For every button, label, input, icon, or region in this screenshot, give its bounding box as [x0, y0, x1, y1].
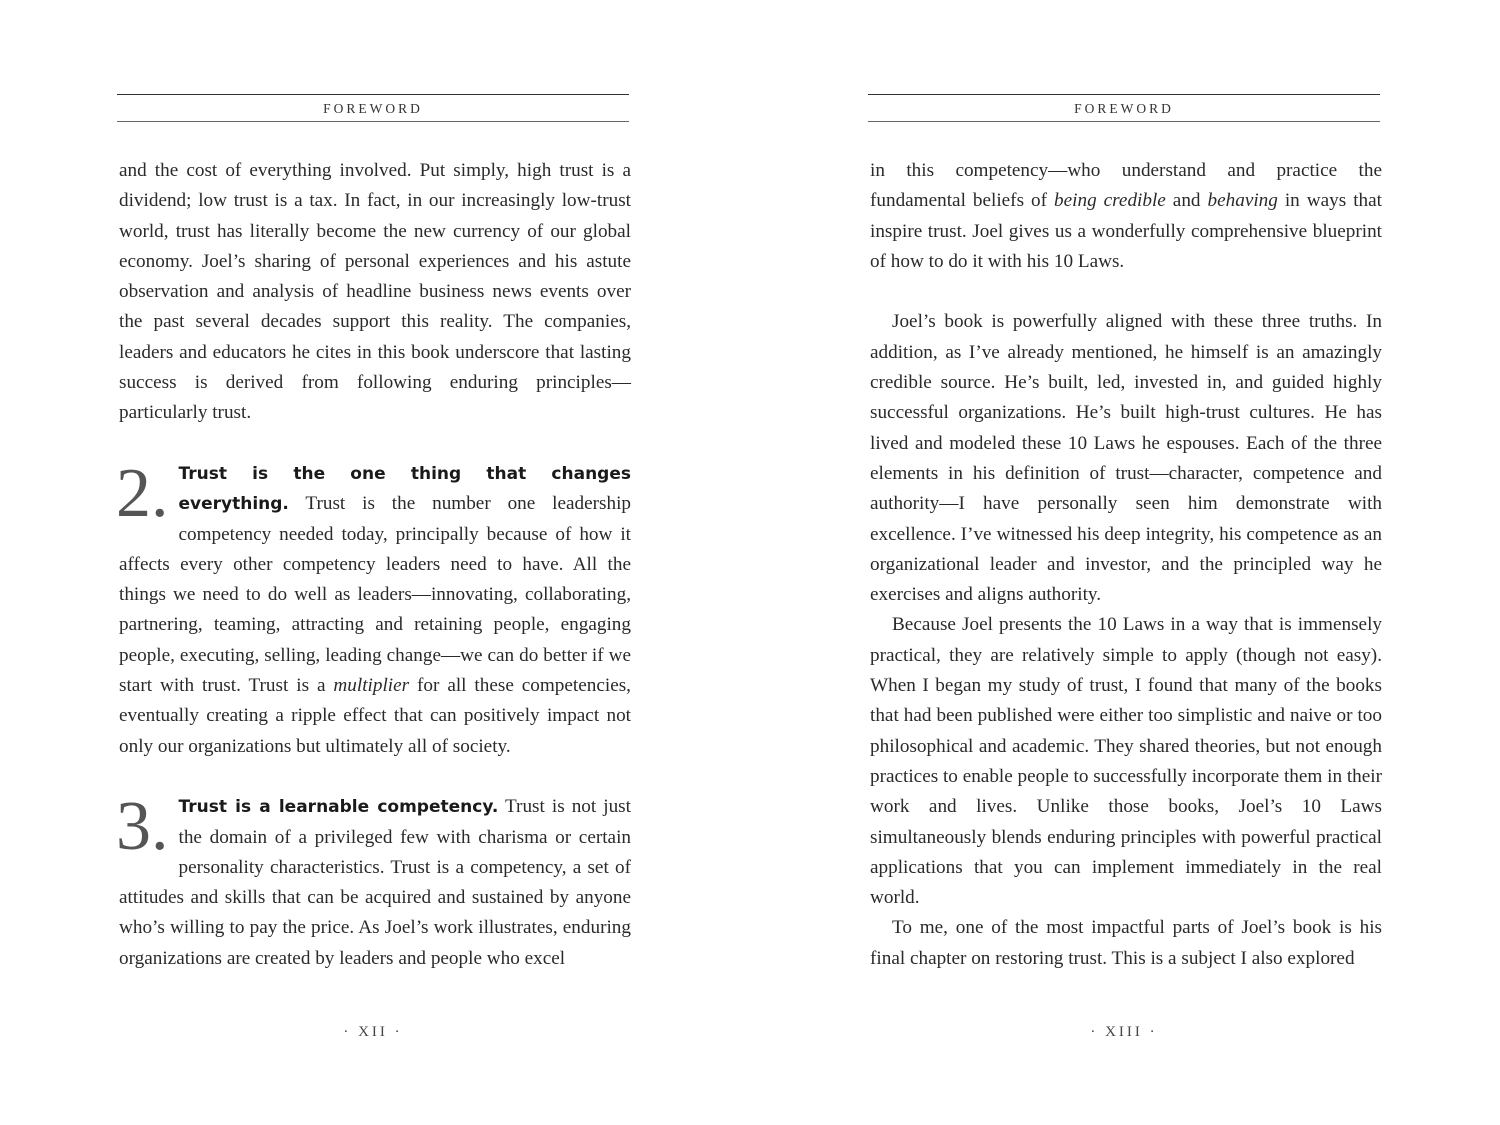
right-body-text — [870, 156, 1382, 974]
left-page — [117, 0, 631, 1125]
item-text: Trust is the number one leadership competency needed today, principally because of how it affects every other competency leaders need to have. All the things we need to do well as leaders—innovating, collaborating, partnering, teaming, attracting and retaining people, engaging people, executing, selling, leading change—we can do better if we start with trust. Trust is a — [119, 493, 631, 697]
left-body-text — [116, 156, 631, 974]
item-emphasis: multiplier — [333, 675, 410, 697]
item-lead: Trust is a learnable competency. — [178, 797, 499, 818]
running-head: FOREWORD — [117, 94, 629, 122]
paragraph-text: and — [1165, 190, 1208, 212]
paragraph-2: Joel’s book is powerfully aligned with these three truths. In addition, as I’ve already mentioned, he himself is an amazingly credible source. He’s built, led, invested in, and guided highly successful organizations. He’s built high-trust cultures. He has lived and modeled these 10 Laws he espouses. Each of the three elements in his definition of trust—character, competence and authority—I have personally seen him demonstrate with excellence. I’ve witnessed his deep integrity, his competence as an organizational leader and investor, and the principled way he exercises and aligns authority. — [870, 311, 1382, 606]
paragraph-1 — [870, 156, 1382, 277]
item-number: 2. — [116, 454, 169, 532]
page-number: · XIII · — [1090, 1024, 1158, 1040]
item-text: Trust is not just the domain of a privileged few with charisma or certain personality characteristics. Trust is a competency, a set of attitudes and skills that can be acquired and sustained by anyone who’s willing to pay the price. As Joel’s work illustrates, enduring organizations are created by leaders and people who excel — [119, 796, 631, 969]
paragraph-text: in ways that inspire trust. Joel gives us a wonderfully comprehensive blueprint of how to do it with his 10 Laws. — [870, 190, 1382, 272]
running-head: FOREWORD — [868, 94, 1380, 122]
right-page — [868, 0, 1382, 1125]
paragraph-3: Because Joel presents the 10 Laws in a way that is immensely practical, they are relatively simple to apply (though not easy). When I began my study of trust, I found that many of the books that had been published were either too simplistic and naive or too philosophical and academic. They shared theories, but not enough practices to enable people to successfully incorporate them in their work and lives. Unlike those books, Joel’s 10 Laws simultaneously blends enduring principles with powerful practical applications that you can implement immediately in the real world. — [870, 614, 1383, 909]
item-text: for all these competencies, eventually creating a ripple effect that can positively impact not only our organizations but ultimately all of society. — [119, 675, 631, 757]
paragraph-4: To me, one of the most impactful parts of Joel’s book is his final chapter on restoring trust. This is a subject I also explored — [870, 917, 1382, 969]
emphasis-text: being credible — [1054, 190, 1166, 212]
item-lead: Trust is the one thing that changes everything. — [178, 463, 631, 515]
numbered-item-3 — [116, 788, 631, 974]
paragraph-intro: and the cost of everything involved. Put simply, high trust is a dividend; low trust is a tax. In fact, in our increasingly low-trust world, trust has literally become the new currency of our global economy. Joel’s sharing of personal experiences and his astute observation and analysis of headline business news events over the past several decades support this reality. The companies, leaders and educators he cites in this book underscore that lasting success is derived from following enduring principles—particularly trust. — [119, 160, 631, 424]
numbered-item-2 — [116, 454, 631, 762]
paragraph-text: in this competency—who understand and practice the fundamental beliefs of — [870, 160, 1382, 212]
page-number: · XII · — [343, 1024, 403, 1040]
emphasis-text: behaving — [1207, 190, 1278, 212]
item-number: 3. — [116, 788, 169, 866]
